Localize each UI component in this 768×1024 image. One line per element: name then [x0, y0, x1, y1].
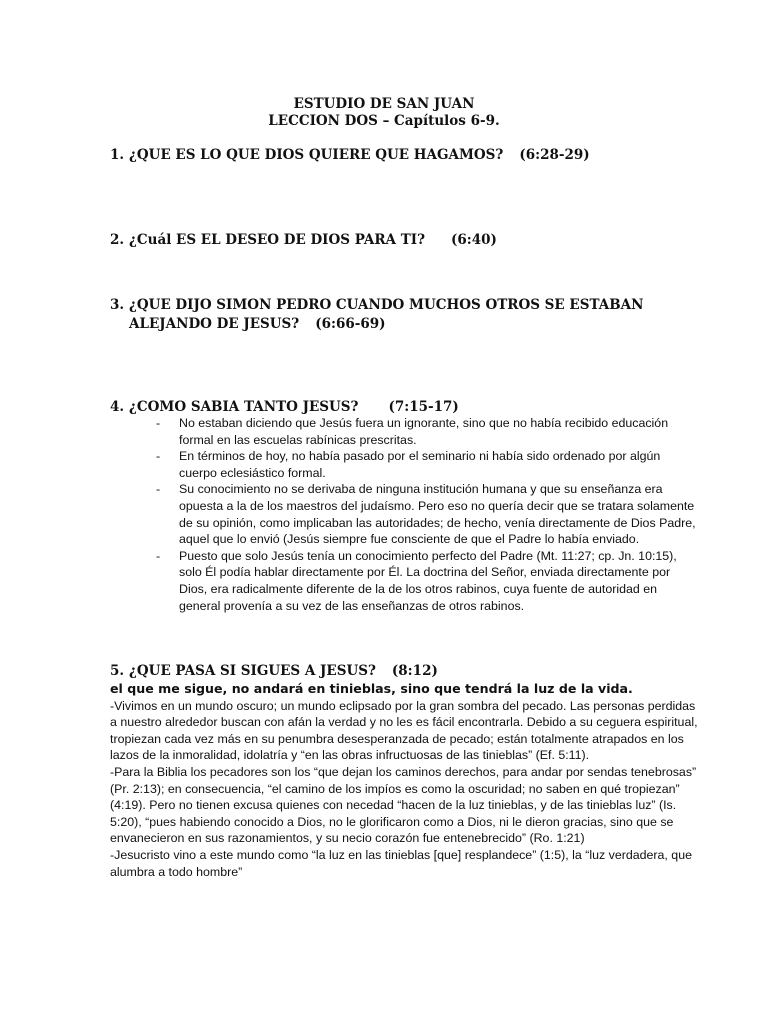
question-4-notes	[152, 415, 700, 614]
question-reference: (6:28-29)	[519, 147, 590, 163]
key-verse: el que me sigue, no andará en tinieblas, sino que tendrá la luz de la vida.	[110, 681, 633, 696]
paragraph: -Para la Biblia los pecadores son los “que dejan los caminos derechos, para andar por sendas tenebrosas” (Pr. 2:13); en consecuencia, “el camino de los impíos es como la oscuridad; no saben en qué tropiezan” (4:19). Pero no tienen excusa quienes con necedad “hacen de la luz tinieblas, y de las tinieblas luz” (Is. 5:20), “pues habiendo conocido a Dios, no le glorificaron como a Dios, ni le dieron gracias, sino que se envanecieron en sus razonamientos, y su necio corazón fue entenebrecido” (Ro. 1:21)	[110, 764, 697, 846]
question-text: ¿Cuál ES EL DESEO DE DIOS PARA TI?	[129, 232, 425, 248]
question-5-body	[110, 681, 698, 880]
question-reference: (6:66-69)	[315, 316, 386, 332]
question-1	[110, 146, 710, 165]
paragraph: -Vivimos en un mundo oscuro; un mundo eclipsado por la gran sombra del pecado. Las personas perdidas a nuestro alrededor buscan con afán la verdad y no les es fácil encontrarla. Debido a su ceguera espiritual, tropiezan cada vez más en su penumbra desesperanzada de pecado; están totalmente atrapados en los lazos de la inmoralidad, idolatría y “en las obras infructuosas de las tinieblas” (Ef. 5:11).	[110, 698, 698, 763]
note-item: - Su conocimiento no se derivaba de ninguna institución humana y que su enseñanza era opuesta a la de los maestros del judaísmo. Pero eso no quería decir que se tratara solamente de su opinión, como implicaban las autoridades; de hecho, venía directamente de Dios Padre, aquel que lo envió (Jesús siempre fue consciente de que el Padre lo había enviado.	[156, 482, 696, 547]
question-number: 1.	[110, 147, 125, 163]
question-number: 5.	[110, 663, 125, 679]
document-subtitle: LECCION DOS – Capítulos 6-9.	[268, 113, 500, 129]
document-title: ESTUDIO DE SAN JUAN	[293, 96, 475, 112]
question-text: ¿QUE PASA SI SIGUES A JESUS?	[129, 663, 376, 679]
question-2	[110, 231, 710, 250]
question-text: ¿COMO SABIA TANTO JESUS?	[129, 399, 359, 415]
note-item: - No estaban diciendo que Jesús fuera un ignorante, sino que no había recibido educación formal en las escuelas rabínicas prescritas.	[156, 416, 669, 447]
question-text-continued: ALEJANDO DE JESUS?	[129, 316, 300, 332]
paragraph: -Jesucristo vino a este mundo como “la luz en las tinieblas [que] resplandece” (1:5), la “luz verdadera, que alumbra a todo hombre”	[110, 847, 692, 879]
question-reference: (8:12)	[391, 663, 438, 679]
question-text: ¿QUE DIJO SIMON PEDRO CUANDO MUCHOS OTROS SE ESTABAN	[129, 297, 644, 313]
question-5	[110, 662, 710, 681]
note-item: - Puesto que solo Jesús tenía un conocimiento perfecto del Padre (Mt. 11:27; cp. Jn. 10:15), solo Él podía hablar directamente por Él. La doctrina del Señor, enviada directamente por Dios, era radicalmente diferente de la de los otros rabinos, cuya fuente de autoridad en general provenía a su vez de las enseñanzas de otros rabinos.	[156, 548, 677, 613]
note-item: - En términos de hoy, no había pasado por el seminario ni había sido ordenado por algún cuerpo eclesiástico formal.	[156, 449, 661, 480]
question-reference: (7:15-17)	[388, 399, 459, 415]
question-reference: (6:40)	[451, 232, 497, 248]
question-text: ¿QUE ES LO QUE DIOS QUIERE QUE HAGAMOS?	[129, 147, 504, 163]
question-number: 2.	[110, 232, 125, 248]
question-3	[110, 296, 710, 334]
question-number: 3.	[110, 297, 125, 313]
question-number: 4.	[110, 399, 125, 415]
